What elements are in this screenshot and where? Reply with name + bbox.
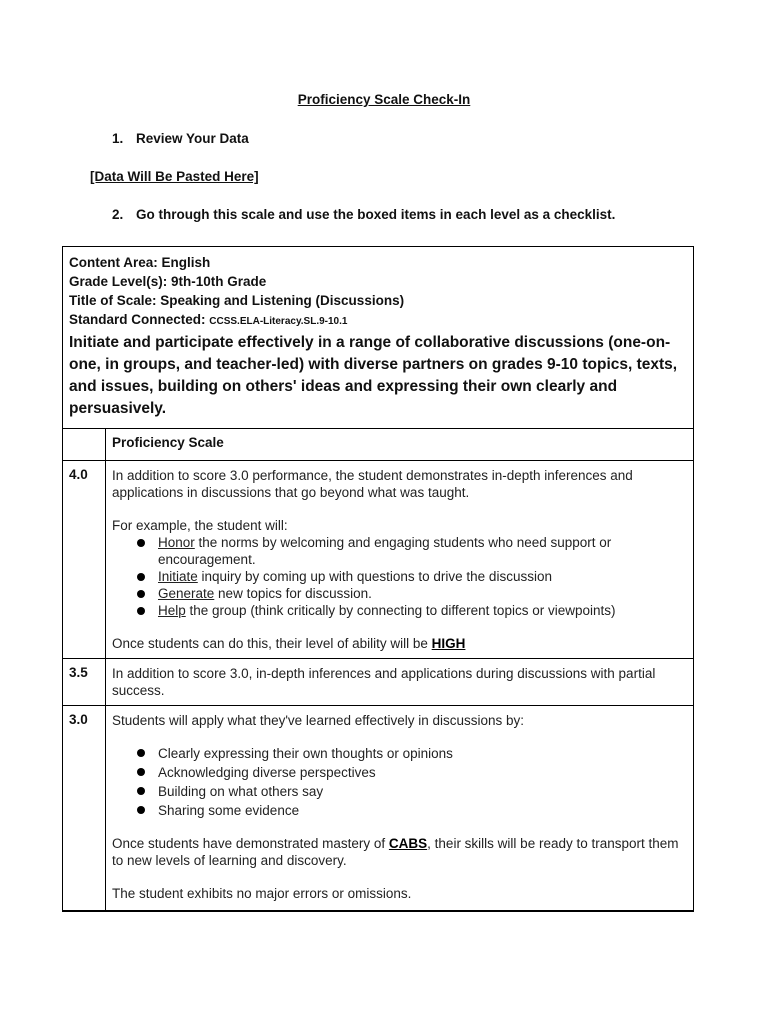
scale-info-row — [63, 247, 694, 429]
proficiency-scale-table — [62, 246, 694, 912]
content-area: Content Area: English — [69, 255, 211, 270]
score-3-0-checklist — [112, 744, 687, 820]
grade-levels: Grade Level(s): 9th-10th Grade — [69, 274, 267, 289]
step-1-number: 1. — [112, 131, 124, 146]
header-score-cell — [63, 429, 106, 461]
score-3-5: 3.5 — [63, 659, 106, 706]
step-2-label: Go through this scale and use the boxed items in each level as a checklist. — [136, 207, 616, 222]
checklist-item: Acknowledging diverse perspectives — [112, 763, 687, 782]
checklist-item — [112, 585, 687, 602]
score-4-0-checklist — [112, 534, 687, 619]
checklist-text: the norms by welcoming and engaging students who need support or encouragement. — [158, 535, 612, 567]
step-2 — [112, 207, 615, 222]
checklist-item: Sharing some evidence — [112, 801, 687, 820]
checklist-text: inquiry by coming up with questions to drive the discussion — [197, 569, 552, 584]
score-4-0-example-lead: For example, the student will: — [112, 518, 288, 533]
checklist-text: the group (think critically by connecting to different topics or viewpoints) — [185, 603, 616, 618]
score-3-0-description — [106, 706, 694, 912]
checklist-item: Building on what others say — [112, 782, 687, 801]
page-title: Proficiency Scale Check-In — [297, 92, 471, 107]
level-high: HIGH — [431, 636, 466, 651]
step-1 — [112, 131, 249, 146]
closing-text-continued: , their skills will be ready to transport them to new levels of learning and discovery. — [112, 836, 679, 868]
standard-text: Initiate and participate effectively in a range of collaborative discussions (one-on-one, in groups, and teacher-led) with diverse partners on grades 9-10 topics, texts, and issues, building on others' ideas and expressing their own clearly and persuasively. — [69, 334, 678, 417]
checklist-item: Clearly expressing their own thoughts or opinions — [112, 744, 687, 763]
checklist-text: new topics for discussion. — [214, 586, 372, 601]
score-4-0-description — [106, 461, 694, 659]
score-3-0-closing — [112, 835, 687, 869]
standard-label: Standard Connected: — [69, 312, 210, 327]
scale-header-row — [63, 429, 694, 461]
header-label: Proficiency Scale — [106, 429, 694, 461]
scale-title: Title of Scale: Speaking and Listening (Discussions) — [69, 293, 405, 308]
cabs-keyword: CABS — [388, 836, 428, 851]
checklist-verb: Initiate — [158, 569, 198, 584]
score-row-4-0 — [63, 461, 694, 659]
score-3-0-intro: Students will apply what they've learned effectively in discussions by: — [112, 713, 525, 728]
checklist-verb: Honor — [158, 535, 195, 550]
checklist-verb: Help — [158, 603, 186, 618]
score-row-3-0 — [63, 706, 694, 912]
checklist-item — [112, 534, 687, 568]
score-4-0-closing — [112, 635, 687, 652]
checklist-item — [112, 602, 687, 619]
closing-text: Once students have demonstrated mastery of — [112, 836, 389, 851]
step-2-number: 2. — [112, 207, 124, 222]
step-1-label: Review Your Data — [136, 131, 249, 146]
score-4-0: 4.0 — [63, 461, 106, 659]
score-3-0: 3.0 — [63, 706, 106, 912]
score-4-0-intro: In addition to score 3.0 performance, the student demonstrates in-depth inferences and applications in discussions that go beyond what was taught. — [112, 468, 633, 500]
scale-info-cell — [63, 247, 694, 429]
score-row-3-5 — [63, 659, 694, 706]
score-3-5-description — [106, 659, 694, 706]
standard-code: CCSS.ELA-Literacy.SL.9-10.1 — [209, 316, 348, 327]
standard-connected — [69, 310, 687, 331]
checklist-item — [112, 568, 687, 585]
data-placeholder: [Data Will Be Pasted Here] — [90, 169, 259, 184]
checklist-verb: Generate — [158, 586, 215, 601]
score-3-0-final: The student exhibits no major errors or omissions. — [112, 886, 412, 901]
score-3-5-text: In addition to score 3.0, in-depth inferences and applications during discussions with partial success. — [112, 666, 656, 698]
closing-text: Once students can do this, their level of ability will be — [112, 636, 432, 651]
